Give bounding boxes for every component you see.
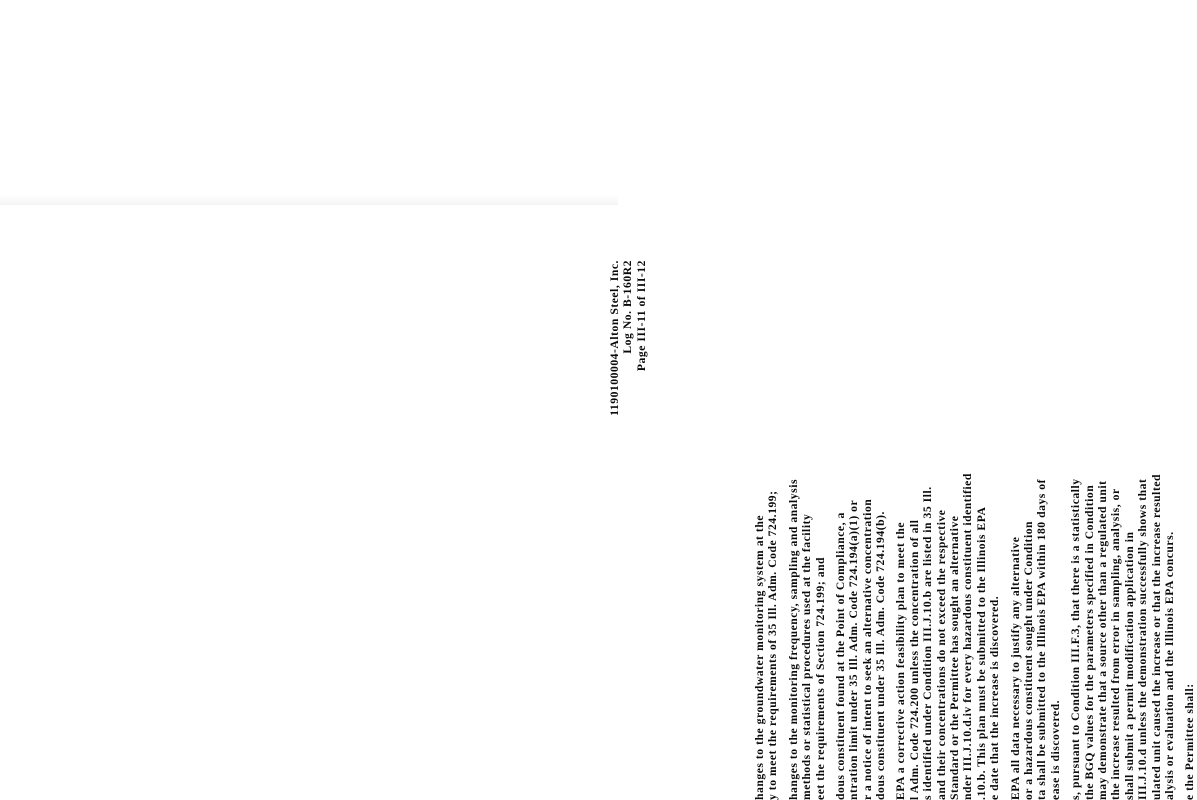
body-line: .10.b. This plan must be submitted to the Illinois EPA [974, 506, 988, 800]
body-line: y to meet the requirements of 35 Ill. Adm. Code 724.199; [766, 490, 780, 800]
body-line: or a hazardous constituent sought under Condition [1022, 520, 1035, 800]
body-line: Standard or the Permittee has sought an alternative [948, 515, 962, 800]
scan-edge-shade [0, 195, 618, 205]
body-line: EPA all data necessary to justify any alternative [1008, 536, 1022, 800]
body-line: l Adm. Code 724.200 unless the concentration of all [907, 519, 921, 800]
body-line: ease is discovered. [1048, 699, 1062, 800]
body-line: s identified under Condition III.J.10.b are listed in 35 Ill. [921, 486, 935, 800]
header-facility: 1190100004-Alton Steel, Inc. [608, 260, 621, 416]
body-line: r a notice of intent to seek an alternative concentration [860, 498, 874, 800]
body-line: dous constituent under 35 Ill. Adm. Code 724.194(b). [874, 511, 888, 800]
body-line: s, pursuant to Condition III.F.3, that there is a statistically [1069, 478, 1083, 800]
body-line: shall submit a permit modification application in [1122, 531, 1136, 800]
body-line: the increase resulted from error in sampling, analysis, or [1109, 488, 1123, 800]
body-line: the BGQ values for the parameters specified in Condition [1082, 484, 1096, 800]
body-line: e date that the increase is discovered. [988, 595, 1002, 800]
body-line: dous constituent found at the Point of Compliance, a [833, 512, 847, 800]
body-line: ulated unit caused the increase or that the increase resulted [1149, 473, 1163, 800]
body-line: eet the requirements of Section 724.199; and [813, 556, 827, 800]
body-line: may demonstrate that a source other than a regulated unit [1095, 480, 1109, 800]
body-line: hanges to the groundwater monitoring system at the [753, 514, 766, 800]
blank-scan-margin [0, 0, 618, 205]
body-line: hanges to the monitoring frequency, sampling and analysis [786, 478, 800, 800]
header-log-number: Log No. B-160R2 [621, 260, 635, 354]
body-line: ta shall be submitted to the Illinois EPA within 180 days of [1035, 478, 1049, 800]
body-line: alysis or evaluation and the Illinois EPA concurs. [1163, 531, 1177, 800]
page-header [608, 260, 648, 800]
body-line: and their concentrations do not exceed the respective [934, 509, 948, 800]
body-line: methods or statistical procedures used at the facility [800, 513, 814, 800]
body-line: nder III.J.10.d.iv for every hazardous constituent identified [961, 473, 975, 800]
header-page-number: Page III-11 of III-12 [634, 260, 648, 372]
body-line: III.J.10.d unless the demonstration successfully shows that [1136, 478, 1150, 800]
body-line: EPA a corrective action feasibility plan to meet the [894, 521, 908, 800]
body-line: e the Permittee shall: [1183, 683, 1197, 800]
body-line: ntration limit under 35 Ill. Adm. Code 724.194(a)(1) or [847, 499, 861, 800]
